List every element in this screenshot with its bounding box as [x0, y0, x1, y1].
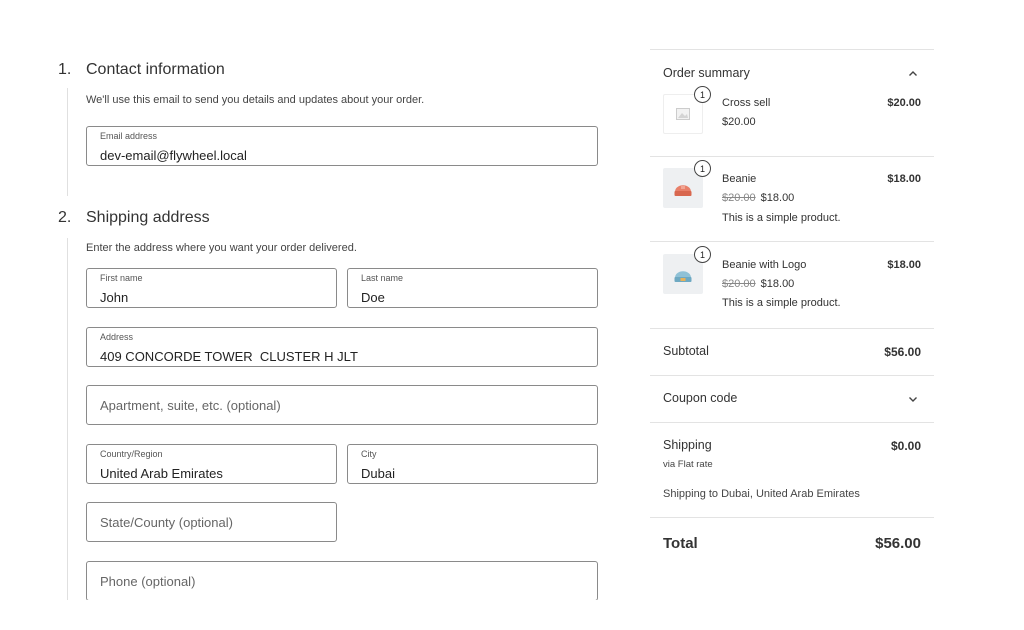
shipping-divider [650, 422, 934, 423]
last-name-label: Last name [361, 273, 404, 283]
last-name-field[interactable] [347, 268, 598, 308]
shipping-step-title: Shipping address [86, 209, 210, 226]
item-price [722, 116, 756, 128]
first-name-field[interactable] [86, 268, 337, 308]
shipping-step-number: 2. [58, 209, 72, 226]
item-name: Cross sell [722, 97, 771, 109]
chevron-up-icon[interactable] [908, 69, 918, 79]
item-old-price: $20.00 [722, 192, 756, 204]
chevron-down-icon[interactable] [908, 394, 918, 404]
subtotal-label: Subtotal [663, 344, 709, 358]
subtotal-divider [650, 328, 934, 329]
item-price [722, 278, 794, 290]
first-name-value[interactable]: John [100, 290, 129, 305]
item-current-price: $20.00 [722, 116, 756, 128]
item-name: Beanie with Logo [722, 259, 807, 271]
contact-step-number: 1. [58, 61, 72, 78]
item-total: $18.00 [887, 173, 921, 185]
last-name-value[interactable]: Doe [361, 290, 385, 305]
shipping-destination: Shipping to Dubai, United Arab Emirates [663, 488, 860, 500]
state-placeholder[interactable]: State/County (optional) [100, 515, 233, 530]
city-value[interactable]: Dubai [361, 466, 395, 481]
item-total: $18.00 [887, 259, 921, 271]
coupon-divider [650, 375, 934, 376]
order-summary [650, 0, 934, 600]
order-item [650, 89, 934, 154]
total-label: Total [663, 535, 698, 552]
shipping-step-rail [67, 238, 68, 600]
shipping-label: Shipping [663, 438, 712, 452]
apartment-placeholder[interactable]: Apartment, suite, etc. (optional) [100, 398, 281, 413]
country-label: Country/Region [100, 449, 163, 459]
email-label: Email address [100, 131, 158, 141]
contact-step-title: Contact information [86, 61, 225, 78]
phone-field[interactable] [86, 561, 598, 600]
order-item [650, 249, 934, 324]
contact-step-header [58, 61, 225, 79]
total-value: $56.00 [875, 535, 921, 552]
phone-placeholder[interactable]: Phone (optional) [100, 574, 196, 589]
subtotal-value: $56.00 [884, 345, 921, 359]
item-description: This is a simple product. [722, 212, 841, 224]
email-value[interactable]: dev-email@flywheel.local [100, 148, 247, 163]
city-field[interactable] [347, 444, 598, 484]
order-summary-title[interactable]: Order summary [663, 66, 750, 80]
shipping-step-description: Enter the address where you want your order delivered. [86, 242, 357, 254]
email-field[interactable] [86, 126, 598, 166]
item-current-price: $18.00 [760, 278, 795, 290]
item-name: Beanie [722, 173, 757, 185]
address-field[interactable] [86, 327, 598, 367]
shipping-method: via Flat rate [663, 459, 713, 470]
country-value[interactable]: United Arab Emirates [100, 466, 223, 481]
item-current-price: $18.00 [760, 192, 795, 204]
city-label: City [361, 449, 377, 459]
address-value[interactable]: 409 CONCORDE TOWER CLUSTER H JLT [100, 349, 358, 364]
shipping-step-header [58, 209, 210, 227]
item-divider [650, 241, 934, 242]
summary-top-divider [650, 49, 934, 50]
shipping-value: $0.00 [890, 439, 921, 453]
item-divider [650, 156, 934, 157]
checkout-form [58, 0, 603, 600]
contact-step-rail [67, 88, 68, 196]
item-old-price: $20.00 [722, 278, 756, 290]
first-name-label: First name [100, 273, 143, 283]
country-field[interactable] [86, 444, 337, 484]
item-description: This is a simple product. [722, 297, 841, 309]
item-price [722, 192, 794, 204]
order-item [650, 163, 934, 238]
quantity-badge: 1 [694, 86, 711, 103]
total-divider [650, 517, 934, 518]
item-total: $20.00 [887, 97, 921, 109]
quantity-badge: 1 [694, 246, 711, 263]
quantity-badge: 1 [694, 160, 711, 177]
coupon-code-toggle[interactable]: Coupon code [663, 391, 738, 405]
contact-step-description: We'll use this email to send you details and updates about your order. [86, 94, 425, 106]
state-field[interactable] [86, 502, 337, 542]
apartment-field[interactable] [86, 385, 598, 425]
address-label: Address [100, 332, 134, 342]
